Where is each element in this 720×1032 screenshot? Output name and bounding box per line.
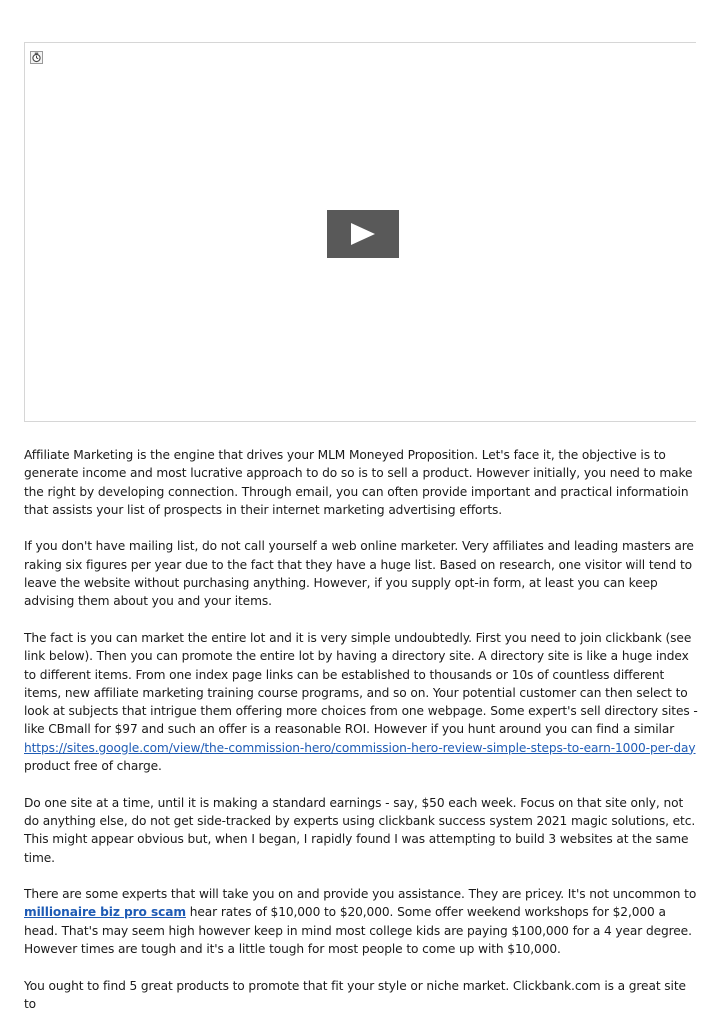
paragraph-4: Do one site at a time, until it is making a standard earnings - say, $50 each week. Focus on that site only, not do anything else, do not get side-tracked by experts using clickbank success system 2021 magic solutions, etc. This might appear obvious but, when I began, I rapidly found I was attempting to build 3 websites at the same time. [24, 795, 696, 865]
embedded-video-player[interactable] [24, 42, 696, 422]
paragraph-5-tail: hear rates of $10,000 to $20,000. Some offer weekend workshops for $2,000 a head. That's may seem high however keep in mind most college kids are paying $100,000 for a 4 year degree. However times are tough and it's a little tough for most people to come up with $10,000. [24, 905, 692, 957]
broken-image-icon [30, 49, 43, 62]
paragraph-5-text: There are some experts that will take you on and provide you assistance. They are pricey. It's not uncommon to [24, 887, 697, 902]
play-icon [350, 223, 376, 245]
paragraph-5 [24, 885, 698, 958]
paragraph-3 [24, 629, 698, 775]
millionaire-biz-pro-link[interactable]: millionaire biz pro scam [24, 905, 186, 920]
play-button[interactable] [327, 210, 399, 258]
article-body [24, 446, 698, 1032]
paragraph-6: You ought to find 5 great products to promote that fit your style or niche market. Clickbank.com is a great site to [24, 978, 686, 1011]
paragraph-1: Affiliate Marketing is the engine that drives your MLM Moneyed Proposition. Let's face it, the objective is to generate income and most lucrative approach to do so is to sell a product. However initially, you need to make the right by developing connection. Through email, you can often provide important and practical informatioin that assists your list of prospects in their internet marketing advertising efforts. [24, 448, 693, 517]
paragraph-3-text: The fact is you can market the entire lot and it is very simple undoubtedly. First you need to join clickbank (see link below). Then you can promote the entire lot by having a directory site. A directory site is like a huge index to different items. From one index page links can be established to thousands or 10s of countless different items, new affiliate marketing training course programs, and so on. Your potential customer can then select to look at subjects that intrigue them offering more choices from one webpage. Some expert's sell directory sites - like CBmall for $97 and such an offer is a reasonable ROI. However if you hunt around you can find a similar [24, 630, 698, 737]
paragraph-2: If you don't have mailing list, do not call yourself a web online marketer. Very affiliates and leading masters are raking six figures per year due to the fact that they have a huge list. Based on research, one visitor will tend to leave the website without purchasing anything. However, if you supply opt-in form, at least you can keep advising them about you and your items. [24, 539, 694, 609]
commission-hero-link[interactable]: https://sites.google.com/view/the-commission-hero/commission-hero-review-simple-steps-to-earn-1000-per-day [24, 740, 696, 755]
paragraph-3-tail: product free of charge. [24, 759, 162, 774]
